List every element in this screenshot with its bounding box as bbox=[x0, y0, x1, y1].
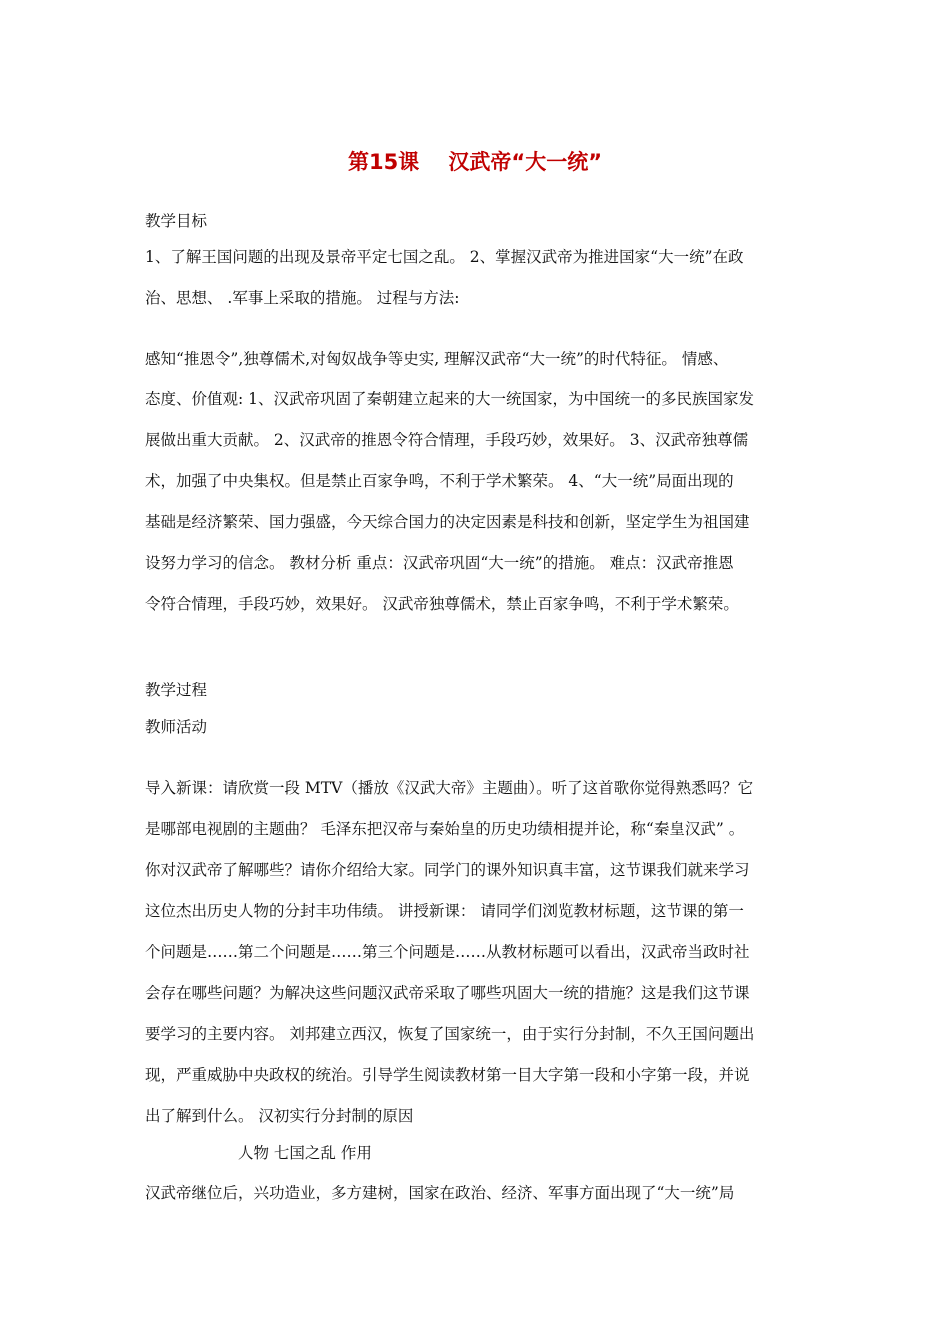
paragraph-line: 会存在哪些问题？为解决这些问题汉武帝采取了哪些巩固大一统的措施？这是我们这节课 bbox=[145, 984, 750, 1002]
paragraph-line: 术，加强了中央集权。但是禁止百家争鸣，不利于学术繁荣。 4、“大一统”局面出现的 bbox=[145, 472, 734, 490]
paragraph-line: 你对汉武帝了解哪些？请你介绍给大家。同学门的课外知识真丰富，这节课我们就来学习 bbox=[145, 861, 750, 879]
paragraph-line: 感知“推恩令”,独尊儒术,对匈奴战争等史实, 理解汉武帝“大一统”的时代特征。 情感、 bbox=[145, 350, 729, 368]
paragraph-line: 令符合情理，手段巧妙，效果好。 汉武帝独尊儒术，禁止百家争鸣，不利于学术繁荣。 bbox=[145, 595, 739, 613]
objectives-heading: 教学目标 bbox=[145, 212, 208, 230]
process-heading: 教学过程 bbox=[145, 681, 208, 699]
paragraph-line: 个问题是……第二个问题是……第三个问题是……从教材标题可以看出，汉武帝当政时社 bbox=[145, 943, 750, 961]
paragraph-line: 展做出重大贡献。 2、汉武帝的推恩令符合情理，手段巧妙，效果好。 3、汉武帝独尊儒 bbox=[145, 431, 749, 449]
paragraph-line: 1、了解王国问题的出现及景帝平定七国之乱。 2、掌握汉武帝为推进国家“大一统”在政 bbox=[145, 248, 744, 266]
paragraph-line: 要学习的主要内容。 刘邦建立西汉，恢复了国家统一，由于实行分封制，不久王国问题出 bbox=[145, 1025, 755, 1043]
teacher-heading: 教师活动 bbox=[145, 718, 208, 736]
paragraph-line: 出了解到什么。 汉初实行分封制的原因 bbox=[145, 1107, 414, 1125]
paragraph-line: 态度、价值观: 1、汉武帝巩固了秦朝建立起来的大一统国家，为中国统一的多民族国家发 bbox=[145, 390, 755, 408]
paragraph-line: 这位杰出历史人物的分封丰功伟绩。 讲授新课： 请同学们浏览教材标题，这节课的第一 bbox=[145, 902, 744, 920]
paragraph-line: 治、思想、 .军事上采取的措施。 过程与方法: bbox=[145, 289, 460, 307]
paragraph-line: 导入新课：请欣赏一段 MTV（播放《汉武大帝》主题曲）。听了这首歌你觉得熟悉吗？它 bbox=[145, 779, 754, 797]
table-header-row: 人物 七国之乱 作用 bbox=[238, 1144, 372, 1162]
paragraph-line: 现，严重威胁中央政权的统治。引导学生阅读教材第一目大字第一段和小字第一段，并说 bbox=[145, 1066, 750, 1084]
page-title: 第15课 汉武帝“大一统” bbox=[347, 150, 603, 174]
paragraph-line: 基础是经济繁荣、国力强盛，今天综合国力的决定因素是科技和创新，坚定学生为祖国建 bbox=[145, 513, 750, 531]
paragraph-line: 是哪部电视剧的主题曲？ 毛泽东把汉帝与秦始皇的历史功绩相提并论，称“秦皇汉武” 。 bbox=[145, 820, 745, 838]
paragraph-line: 汉武帝继位后，兴功造业，多方建树，国家在政治、经济、军事方面出现了“大一统”局 bbox=[145, 1184, 735, 1202]
paragraph-line: 设努力学习的信念。 教材分析 重点：汉武帝巩固“大一统”的措施。 难点：汉武帝推恩 bbox=[145, 554, 734, 572]
